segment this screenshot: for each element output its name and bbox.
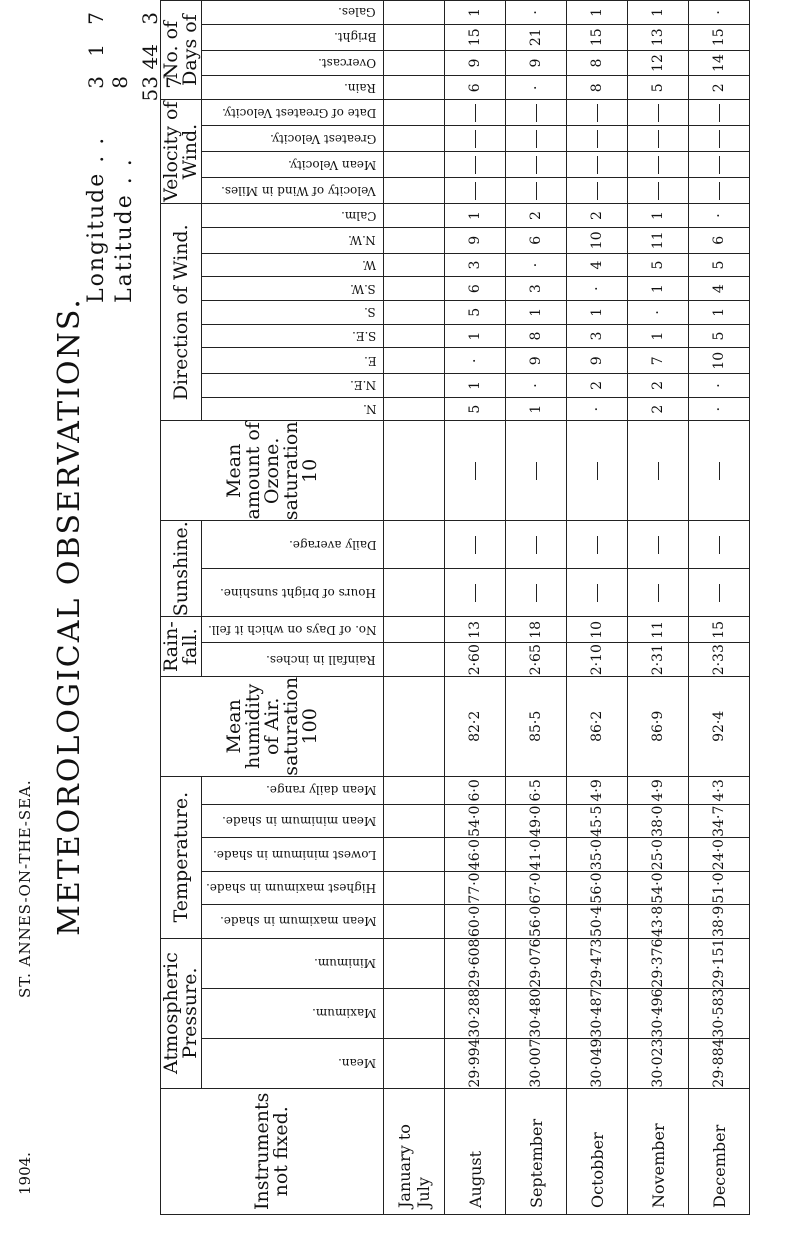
col-rain-days: No. of Days on which it fell. xyxy=(202,617,384,643)
cell-mmin: 45·5 xyxy=(567,805,628,838)
cell-g: · xyxy=(689,1,750,25)
cell-e: 10 xyxy=(689,348,750,374)
cell-s: 1 xyxy=(506,301,567,325)
cell-dash xyxy=(506,152,567,178)
dash-mark xyxy=(475,104,476,122)
cell-range: 4·9 xyxy=(628,776,689,804)
dash-mark xyxy=(658,104,659,122)
col-n: N. xyxy=(202,397,384,421)
cell-b: 15 xyxy=(445,24,506,50)
cell-min: 29·076 xyxy=(506,938,567,988)
cell-o: 8 xyxy=(567,50,628,76)
latitude-values: 534437 xyxy=(138,12,186,102)
dash-mark xyxy=(658,462,659,480)
cell-hum: 86·9 xyxy=(628,676,689,776)
dash-mark xyxy=(658,156,659,174)
cell-dash xyxy=(384,569,445,617)
cell-mean: 29·994 xyxy=(445,1038,506,1088)
cell-e: 7 xyxy=(628,348,689,374)
cell-ne: 2 xyxy=(628,374,689,398)
cell-dash xyxy=(567,569,628,617)
cell-dash xyxy=(445,100,506,126)
col-maximum: Maximum. xyxy=(202,988,384,1038)
cell-mmax: 60·0 xyxy=(445,905,506,938)
cell-n: · xyxy=(689,397,750,421)
cell-g: 1 xyxy=(445,1,506,25)
cell-lmin: 35·0 xyxy=(567,838,628,871)
cell-o: 12 xyxy=(628,50,689,76)
longitude-values: 3178 xyxy=(84,12,132,89)
cell-w: 5 xyxy=(628,253,689,277)
cell-dash xyxy=(628,126,689,152)
col-date-greatest: Date of Greatest Velocity. xyxy=(202,100,384,126)
cell-dash xyxy=(506,126,567,152)
cell-days: 11 xyxy=(628,617,689,643)
cell-s: 1 xyxy=(567,301,628,325)
dash-mark xyxy=(597,130,598,148)
cell-calm: 1 xyxy=(445,204,506,228)
cell-ne: 1 xyxy=(445,374,506,398)
cell-nw: 11 xyxy=(628,227,689,253)
cell-mmin: 54·0 xyxy=(445,805,506,838)
group-temperature: Temperature. xyxy=(161,776,202,938)
col-minimum: Minimum. xyxy=(202,938,384,988)
cell-range: 4·3 xyxy=(689,776,750,804)
col-sw: S.W. xyxy=(202,277,384,301)
cell-dash xyxy=(689,100,750,126)
cell-o: 9 xyxy=(445,50,506,76)
cell-dash xyxy=(567,421,628,521)
cell-dash xyxy=(567,126,628,152)
cell-nw: 6 xyxy=(506,227,567,253)
cell-dash xyxy=(506,421,567,521)
cell-r: 2 xyxy=(689,76,750,100)
cell-ne: · xyxy=(689,374,750,398)
cell-mean xyxy=(384,1038,445,1088)
col-greatest-vel: Greatest Velocity. xyxy=(202,126,384,152)
cell-dash xyxy=(384,126,445,152)
page-title: METEOROLOGICAL OBSERVATIONS. xyxy=(52,297,87,936)
dash-mark xyxy=(597,182,598,200)
dash-mark xyxy=(597,156,598,174)
table-row xyxy=(506,1,567,1215)
cell-dash xyxy=(445,521,506,569)
group-rain: Rain-fall. xyxy=(161,617,202,677)
dash-mark xyxy=(475,156,476,174)
cell-lmin xyxy=(384,838,445,871)
col-s: S. xyxy=(202,301,384,325)
cell-dash xyxy=(628,152,689,178)
month-label: January to July xyxy=(384,1088,445,1214)
cell-lmin: 25·0 xyxy=(628,838,689,871)
cell-dash xyxy=(689,178,750,204)
cell-min xyxy=(384,938,445,988)
cell-n: · xyxy=(567,397,628,421)
cell-e: 9 xyxy=(506,348,567,374)
table-row xyxy=(628,1,689,1215)
cell-calm: 1 xyxy=(628,204,689,228)
cell-dash xyxy=(689,569,750,617)
dash-mark xyxy=(536,536,537,554)
cell-b: 15 xyxy=(689,24,750,50)
dash-mark xyxy=(719,130,720,148)
cell-max: 30·487 xyxy=(567,988,628,1038)
col-highest-max: Highest maximum in shade. xyxy=(202,871,384,904)
month-label: September xyxy=(506,1088,567,1214)
cell-dash xyxy=(506,178,567,204)
cell-w xyxy=(384,253,445,277)
cell-dash xyxy=(445,178,506,204)
col-calm: Calm. xyxy=(202,204,384,228)
cell-r: 6 xyxy=(445,76,506,100)
cell-nw: 9 xyxy=(445,227,506,253)
cell-dash xyxy=(445,421,506,521)
cell-o xyxy=(384,50,445,76)
dash-mark xyxy=(597,462,598,480)
cell-dash xyxy=(628,421,689,521)
cell-dash xyxy=(628,100,689,126)
cell-n xyxy=(384,397,445,421)
longitude-label: Longitude . . xyxy=(84,135,109,303)
cell-dash xyxy=(628,178,689,204)
dash-mark xyxy=(536,182,537,200)
dash-mark xyxy=(719,104,720,122)
year: 1904. xyxy=(16,1152,34,1195)
cell-range: 6·5 xyxy=(506,776,567,804)
dash-mark xyxy=(475,584,476,602)
cell-hmax xyxy=(384,871,445,904)
cell-g: 1 xyxy=(628,1,689,25)
cell-dash xyxy=(384,178,445,204)
cell-e: 9 xyxy=(567,348,628,374)
col-ne: N.E. xyxy=(202,374,384,398)
dash-mark xyxy=(536,130,537,148)
cell-sw: · xyxy=(567,277,628,301)
col-lowest-min: Lowest minimum in shade. xyxy=(202,838,384,871)
col-mean-max: Mean maximum in shade. xyxy=(202,905,384,938)
cell-dash xyxy=(445,152,506,178)
cell-r: · xyxy=(506,76,567,100)
cell-mmin xyxy=(384,805,445,838)
cell-dash xyxy=(445,569,506,617)
month-label: August xyxy=(445,1088,506,1214)
cell-se: 1 xyxy=(628,324,689,348)
cell-hum: 92·4 xyxy=(689,676,750,776)
cell-o: 14 xyxy=(689,50,750,76)
cell-mmin: 34·7 xyxy=(689,805,750,838)
dash-mark xyxy=(536,462,537,480)
col-days-gales: Gales. xyxy=(202,1,384,25)
cell-r: 5 xyxy=(628,76,689,100)
cell-dash xyxy=(445,126,506,152)
cell-hum: 86·2 xyxy=(567,676,628,776)
dash-mark xyxy=(719,462,720,480)
col-ozone: Mean amount of Ozone. saturation 10 xyxy=(161,421,384,521)
table-row xyxy=(567,1,628,1215)
dash-mark xyxy=(597,104,598,122)
cell-ne: · xyxy=(506,374,567,398)
cell-rain xyxy=(384,643,445,676)
cell-hum: 85·5 xyxy=(506,676,567,776)
group-direction: Direction of Wind. xyxy=(161,204,202,421)
cell-mean: 30·007 xyxy=(506,1038,567,1088)
dash-mark xyxy=(475,182,476,200)
cell-b xyxy=(384,24,445,50)
group-pressure: Atmospheric Pressure. xyxy=(161,938,202,1088)
station-name: ST. ANNES-ON-THE-SEA. xyxy=(16,779,34,998)
col-days-overcast: Overcast. xyxy=(202,50,384,76)
cell-dash xyxy=(506,521,567,569)
col-mean-min: Mean minimum in shade. xyxy=(202,805,384,838)
cell-calm xyxy=(384,204,445,228)
cell-ne xyxy=(384,374,445,398)
dash-mark xyxy=(658,536,659,554)
cell-b: 21 xyxy=(506,24,567,50)
observations-table xyxy=(160,0,750,1215)
cell-s xyxy=(384,301,445,325)
cell-calm: · xyxy=(689,204,750,228)
col-daily-range: Mean daily range. xyxy=(202,776,384,804)
cell-dash xyxy=(506,100,567,126)
col-se: S.E. xyxy=(202,324,384,348)
col-sunshine-avg: Daily average. xyxy=(202,521,384,569)
dash-mark xyxy=(719,182,720,200)
col-nw: N.W. xyxy=(202,227,384,253)
cell-max xyxy=(384,988,445,1038)
cell-se: 1 xyxy=(445,324,506,348)
cell-days: 15 xyxy=(689,617,750,643)
col-days-bright: Bright. xyxy=(202,24,384,50)
dash-mark xyxy=(719,156,720,174)
cell-sw xyxy=(384,277,445,301)
cell-n: 2 xyxy=(628,397,689,421)
dash-mark xyxy=(719,584,720,602)
cell-hmax: 51·0 xyxy=(689,871,750,904)
cell-mmax: 43·8 xyxy=(628,905,689,938)
cell-min: 29·376 xyxy=(628,938,689,988)
cell-sw: 4 xyxy=(689,277,750,301)
cell-dash xyxy=(689,152,750,178)
cell-mean: 29·884 xyxy=(689,1038,750,1088)
cell-range xyxy=(384,776,445,804)
cell-nw xyxy=(384,227,445,253)
dash-mark xyxy=(719,536,720,554)
cell-se: 5 xyxy=(689,324,750,348)
table-body xyxy=(384,1,750,1215)
month-label: Octobber xyxy=(567,1088,628,1214)
col-humidity: Mean humidity of Air. saturation 100 xyxy=(161,676,384,776)
cell-mean: 30·023 xyxy=(628,1038,689,1088)
table-row xyxy=(384,1,445,1215)
dash-mark xyxy=(658,182,659,200)
cell-dash xyxy=(567,521,628,569)
cell-b: 15 xyxy=(567,24,628,50)
cell-dash xyxy=(506,569,567,617)
cell-se xyxy=(384,324,445,348)
dash-mark xyxy=(475,130,476,148)
cell-w: 5 xyxy=(689,253,750,277)
dash-mark xyxy=(658,130,659,148)
group-velocity: Velocity of Wind. xyxy=(160,101,201,202)
cell-dash xyxy=(567,178,628,204)
cell-mmax xyxy=(384,905,445,938)
group-sunshine: Sunshine. xyxy=(161,521,202,617)
cell-g xyxy=(384,1,445,25)
col-sunshine-hours: Hours of bright sunshine. xyxy=(202,569,384,617)
cell-b: 13 xyxy=(628,24,689,50)
dash-mark xyxy=(536,156,537,174)
cell-max: 30·480 xyxy=(506,988,567,1038)
cell-lmin: 41·0 xyxy=(506,838,567,871)
cell-e xyxy=(384,348,445,374)
dash-mark xyxy=(658,584,659,602)
col-instruments: Instruments not fixed. xyxy=(161,1088,384,1214)
dash-mark xyxy=(597,536,598,554)
cell-dash xyxy=(689,421,750,521)
cell-r: 8 xyxy=(567,76,628,100)
cell-mmin: 38·0 xyxy=(628,805,689,838)
col-mean-vel: Mean Velocity. xyxy=(202,152,384,178)
cell-lmin: 46·0 xyxy=(445,838,506,871)
cell-dash xyxy=(628,569,689,617)
cell-calm: 2 xyxy=(567,204,628,228)
cell-w: · xyxy=(506,253,567,277)
table-row xyxy=(689,1,750,1215)
dash-mark xyxy=(536,584,537,602)
cell-w: 3 xyxy=(445,253,506,277)
cell-rain: 2·60 xyxy=(445,643,506,676)
col-w: W. xyxy=(202,253,384,277)
cell-n: 5 xyxy=(445,397,506,421)
cell-mmin: 49·0 xyxy=(506,805,567,838)
month-label: November xyxy=(628,1088,689,1214)
cell-max: 30·583 xyxy=(689,988,750,1038)
cell-calm: 2 xyxy=(506,204,567,228)
cell-n: 1 xyxy=(506,397,567,421)
cell-g: · xyxy=(506,1,567,25)
cell-rain: 2·31 xyxy=(628,643,689,676)
cell-g: 1 xyxy=(567,1,628,25)
latitude-label: Latitude . . xyxy=(112,157,137,303)
cell-dash xyxy=(689,126,750,152)
col-days-rain: Rain. xyxy=(202,76,384,100)
cell-dash xyxy=(384,152,445,178)
dash-mark xyxy=(536,104,537,122)
cell-hmax: 67·0 xyxy=(506,871,567,904)
cell-e: · xyxy=(445,348,506,374)
cell-nw: 10 xyxy=(567,227,628,253)
cell-dash xyxy=(384,100,445,126)
cell-min: 29·473 xyxy=(567,938,628,988)
col-e: E. xyxy=(202,348,384,374)
cell-sw: 3 xyxy=(506,277,567,301)
cell-hum xyxy=(384,676,445,776)
cell-range: 6·0 xyxy=(445,776,506,804)
col-mean: Mean. xyxy=(202,1038,384,1088)
col-rainfall: Rainfall in inches. xyxy=(202,643,384,676)
cell-sw: 1 xyxy=(628,277,689,301)
dash-mark xyxy=(475,462,476,480)
cell-mean: 30·049 xyxy=(567,1038,628,1088)
cell-nw: 6 xyxy=(689,227,750,253)
cell-w: 4 xyxy=(567,253,628,277)
cell-o: 9 xyxy=(506,50,567,76)
group-days: No. of Days of xyxy=(161,1,202,100)
table-row xyxy=(445,1,506,1215)
cell-hmax: 54·0 xyxy=(628,871,689,904)
cell-s: 1 xyxy=(689,301,750,325)
cell-s: · xyxy=(628,301,689,325)
cell-lmin: 24·0 xyxy=(689,838,750,871)
cell-range: 4·9 xyxy=(567,776,628,804)
col-vel-miles: Velocity of Wind in Miles. xyxy=(202,178,384,204)
cell-max: 30·288 xyxy=(445,988,506,1038)
cell-dash xyxy=(689,521,750,569)
cell-dash xyxy=(628,521,689,569)
cell-days: 13 xyxy=(445,617,506,643)
cell-sw: 6 xyxy=(445,277,506,301)
cell-max: 30·496 xyxy=(628,988,689,1038)
cell-hmax: 77·0 xyxy=(445,871,506,904)
cell-min: 29·608 xyxy=(445,938,506,988)
cell-days: 10 xyxy=(567,617,628,643)
cell-s: 5 xyxy=(445,301,506,325)
cell-days xyxy=(384,617,445,643)
cell-rain: 2·65 xyxy=(506,643,567,676)
cell-mmax: 50·4 xyxy=(567,905,628,938)
cell-rain: 2·10 xyxy=(567,643,628,676)
cell-se: 3 xyxy=(567,324,628,348)
cell-mmax: 38·9 xyxy=(689,905,750,938)
cell-dash xyxy=(567,100,628,126)
cell-se: 8 xyxy=(506,324,567,348)
dash-mark xyxy=(475,536,476,554)
cell-days: 18 xyxy=(506,617,567,643)
cell-hmax: 56·0 xyxy=(567,871,628,904)
month-label: December xyxy=(689,1088,750,1214)
cell-ne: 2 xyxy=(567,374,628,398)
cell-r xyxy=(384,76,445,100)
cell-dash xyxy=(567,152,628,178)
dash-mark xyxy=(597,584,598,602)
cell-dash xyxy=(384,521,445,569)
cell-dash xyxy=(384,421,445,521)
cell-hum: 82·2 xyxy=(445,676,506,776)
cell-rain: 2·33 xyxy=(689,643,750,676)
cell-min: 29·151 xyxy=(689,938,750,988)
cell-mmax: 56·0 xyxy=(506,905,567,938)
